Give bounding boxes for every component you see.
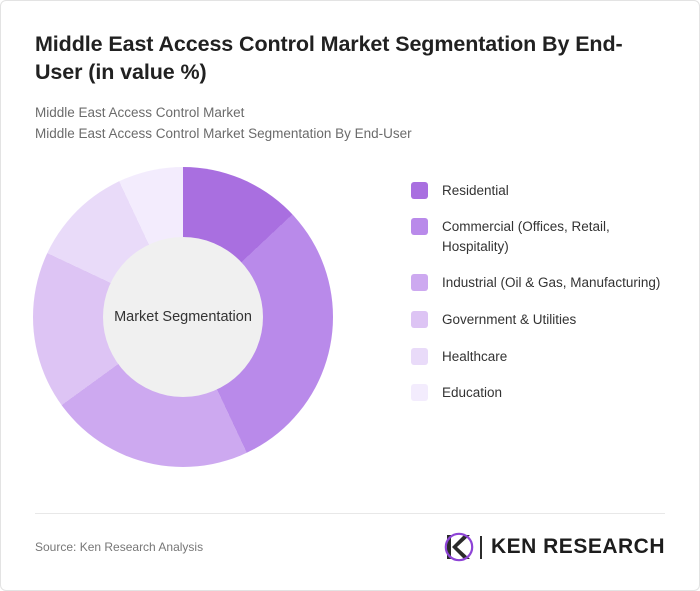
legend-swatch-icon: [411, 182, 428, 199]
legend-item[interactable]: [411, 310, 671, 330]
legend-swatch-icon: [411, 348, 428, 365]
logo-text: KEN RESEARCH: [490, 535, 665, 558]
legend-swatch-icon: [411, 218, 428, 235]
legend-item[interactable]: [411, 273, 671, 293]
subtitle-segmentation: Middle East Access Control Market Segmentation By End-User: [35, 125, 412, 141]
chart-legend: [411, 181, 671, 420]
legend-item[interactable]: [411, 181, 671, 201]
donut-center-label: Market Segmentation: [114, 308, 252, 325]
legend-item[interactable]: [411, 217, 671, 256]
legend-swatch-icon: [411, 311, 428, 328]
legend-item-label: Residential: [442, 182, 509, 198]
source-note: Source: Ken Research Analysis: [35, 540, 204, 554]
legend-item[interactable]: [411, 347, 671, 367]
legend-item-label: Commercial (Offices, Retail, Hospitality): [442, 219, 610, 254]
legend-item-label: Healthcare: [442, 348, 508, 364]
chart-subtitles: [35, 103, 665, 145]
logo-divider: [480, 536, 482, 559]
brand-logo: [444, 532, 665, 562]
legend-item-label: Government & Utilities: [442, 311, 577, 327]
legend-swatch-icon: [411, 384, 428, 401]
chart-area: [1, 159, 699, 479]
page-title: Middle East Access Control Market Segmentation By End-User (in value %): [35, 32, 623, 84]
legend-item[interactable]: [411, 383, 671, 403]
donut-center: [103, 237, 263, 397]
chart-header: [1, 1, 699, 145]
legend-item-label: Education: [442, 385, 503, 401]
donut-ring: [33, 167, 333, 467]
legend-item-label: Industrial (Oil & Gas, Manufacturing): [442, 275, 661, 291]
legend-swatch-icon: [411, 274, 428, 291]
chart-footer: [35, 513, 665, 562]
subtitle-market: Middle East Access Control Market: [35, 104, 245, 120]
donut-chart: [33, 167, 333, 467]
k-monogram-icon: [444, 532, 474, 562]
